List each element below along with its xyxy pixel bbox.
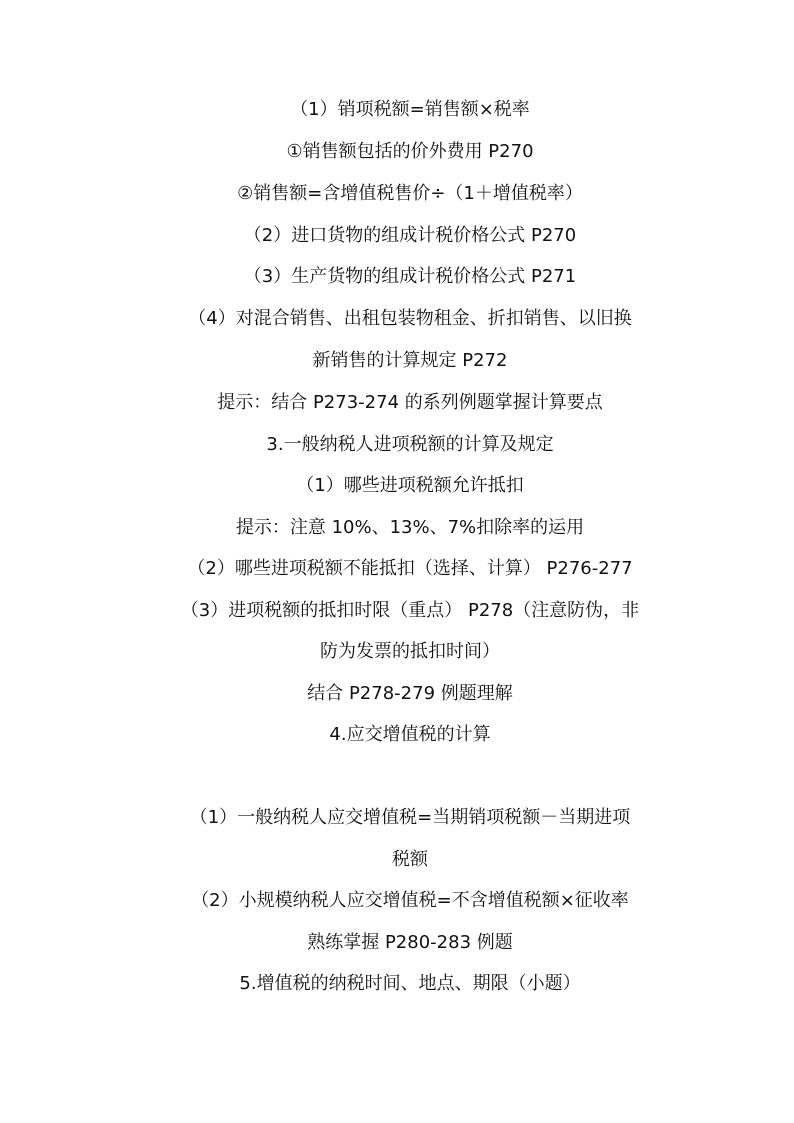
text-line: （1）一般纳税人应交增值税=当期销项税额－当期进项 xyxy=(189,807,631,828)
text-line: （1）销项税额=销售额×税率 xyxy=(290,99,530,120)
text-line: 税额 xyxy=(392,849,428,870)
text-line: （2）哪些进项税额不能抵扣（选择、计算） P276-277 xyxy=(187,558,633,579)
text-line: （1）哪些进项税额允许抵扣 xyxy=(296,475,524,496)
text-line: （4）对混合销售、出租包装物租金、折扣销售、以旧换 xyxy=(188,308,632,329)
section-heading: 3.一般纳税人进项税额的计算及规定 xyxy=(266,434,554,455)
text-line: （2）进口货物的组成计税价格公式 P270 xyxy=(243,225,577,246)
text-line: 提示：结合 P273-274 的系列例题掌握计算要点 xyxy=(217,392,603,413)
section-heading: 5.增值税的纳税时间、地点、期限（小题） xyxy=(239,973,581,994)
text-line: 结合 P278-279 例题理解 xyxy=(307,683,513,704)
text-line: 熟练掌握 P280-283 例题 xyxy=(307,932,513,953)
text-line: 防为发票的抵扣时间） xyxy=(320,641,500,662)
text-line: 新销售的计算规定 P272 xyxy=(312,350,508,371)
text-line: （3）进项税额的抵扣时限（重点） P278（注意防伪，非 xyxy=(180,600,640,621)
text-line: ②销售额=含增值税售价÷（1＋增值税率） xyxy=(237,183,583,204)
text-line: ①销售额包括的价外费用 P270 xyxy=(286,141,534,162)
text-line: （3）生产货物的组成计税价格公式 P271 xyxy=(243,266,577,287)
section-heading: 4.应交增值税的计算 xyxy=(329,724,491,745)
text-line: 提示：注意 10%、13%、7%扣除率的运用 xyxy=(235,517,585,538)
text-line: （2）小规模纳税人应交增值税=不含增值税额×征收率 xyxy=(191,890,629,911)
